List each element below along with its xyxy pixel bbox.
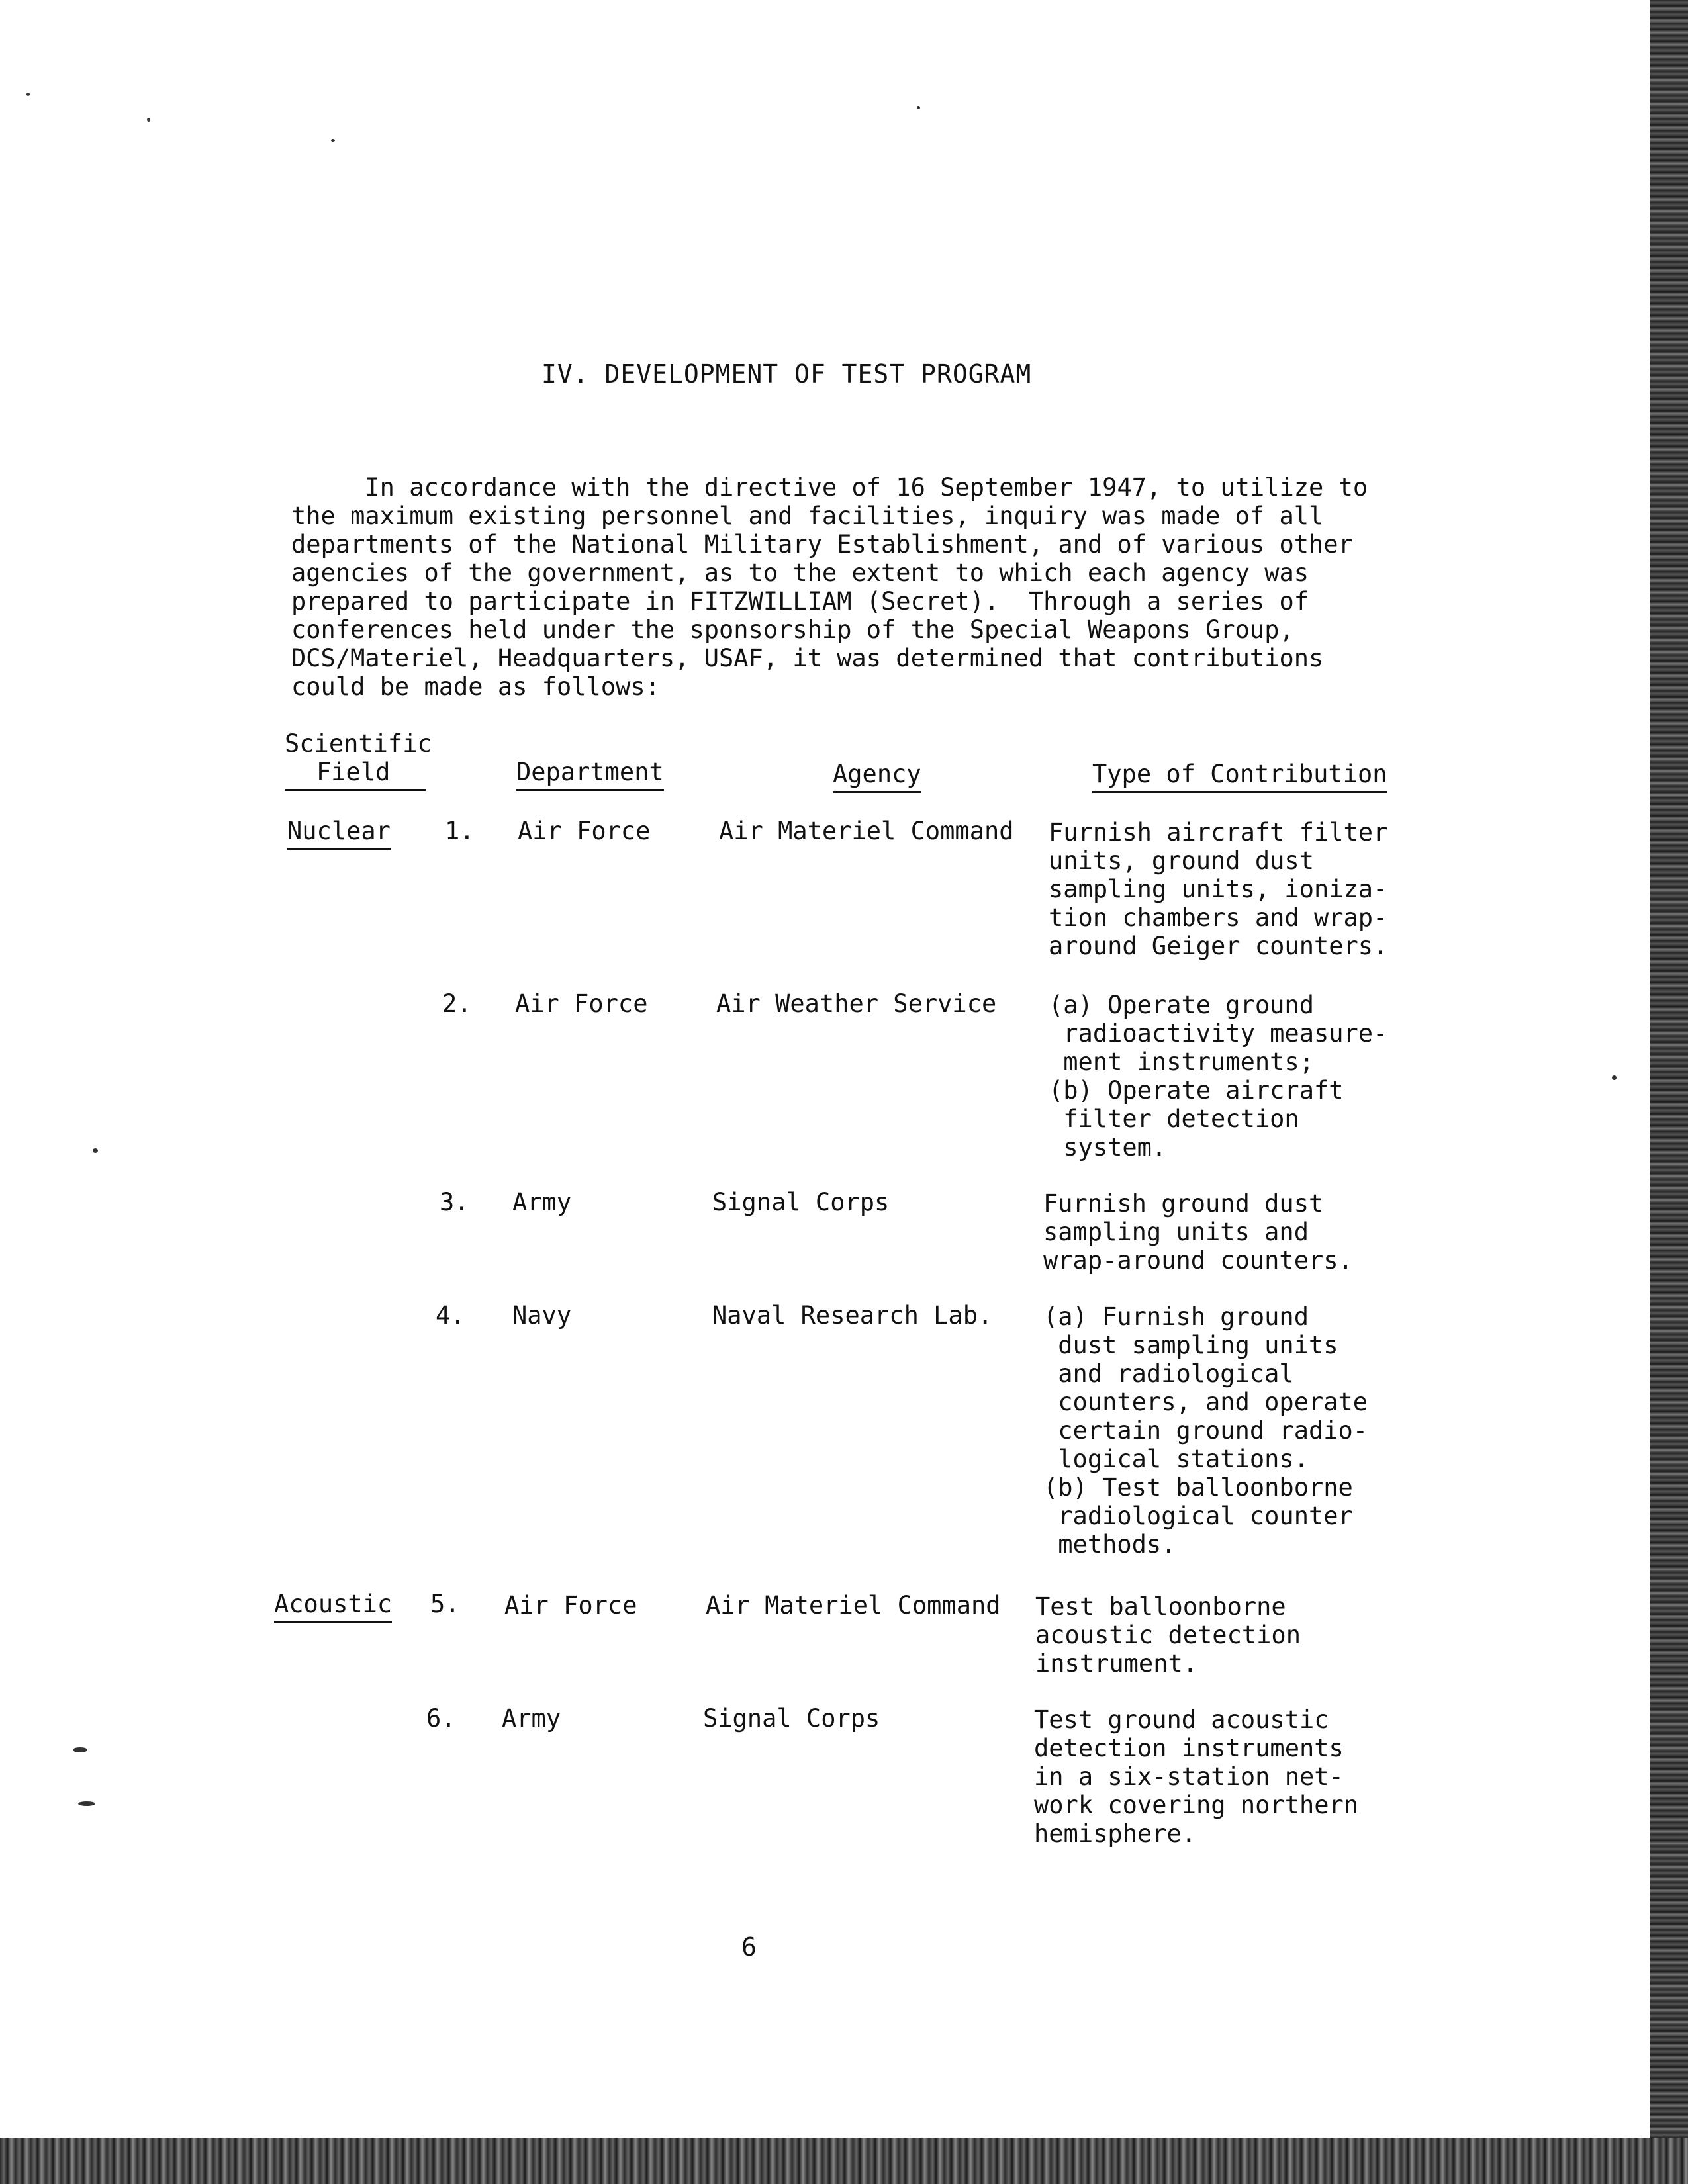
header-scientific-field xyxy=(285,729,432,791)
contribution-line: tion chambers and wrap- xyxy=(1049,903,1388,932)
page-number: 6 xyxy=(741,1933,757,1962)
header-field-line2-wrap xyxy=(285,758,432,791)
scan-speck xyxy=(147,118,150,122)
contribution-line: methods. xyxy=(1043,1530,1176,1559)
contribution-line: (b) Operate aircraft xyxy=(1049,1076,1344,1105)
paragraph-line: conferences held under the sponsorship of the Special Weapons Group, xyxy=(291,615,1294,644)
agency-cell: Air Materiel Command xyxy=(719,817,1014,845)
paragraph-line: the maximum existing personnel and facilities, inquiry was made of all xyxy=(291,502,1324,530)
paragraph-line: DCS/Materiel, Headquarters, USAF, it was determined that contributions xyxy=(291,644,1324,672)
contribution-line: work covering northern xyxy=(1034,1791,1359,1819)
agency-cell: Naval Research Lab. xyxy=(712,1301,993,1330)
header-agency xyxy=(833,760,921,788)
intro-paragraph xyxy=(291,473,1368,701)
contribution-line: hemisphere. xyxy=(1034,1819,1197,1848)
contribution-line: instrument. xyxy=(1035,1649,1198,1678)
field-nuclear xyxy=(287,817,391,845)
contribution-line: sampling units, ioniza- xyxy=(1049,875,1388,903)
contribution-line: radioactivity measure- xyxy=(1049,1019,1388,1048)
contribution-line: counters, and operate xyxy=(1043,1388,1368,1416)
department-cell: Air Force xyxy=(504,1591,637,1619)
section-heading: IV. DEVELOPMENT OF TEST PROGRAM xyxy=(541,359,1032,388)
contribution-line: around Geiger counters. xyxy=(1049,932,1388,960)
scan-speck xyxy=(331,139,335,142)
paragraph-line: agencies of the government, as to the extent to which each agency was xyxy=(291,559,1309,587)
contribution-cell xyxy=(1035,1592,1301,1678)
scan-edge-bottom xyxy=(0,2138,1688,2184)
row-number: 6. xyxy=(426,1704,456,1733)
header-agency-label: Agency xyxy=(833,760,921,793)
scan-speck xyxy=(78,1801,95,1806)
department-cell: Navy xyxy=(512,1301,572,1330)
contribution-line: detection instruments xyxy=(1034,1734,1344,1762)
department-cell: Air Force xyxy=(518,817,651,845)
contribution-line: dust sampling units xyxy=(1043,1331,1338,1359)
contribution-line: sampling units and xyxy=(1043,1218,1309,1246)
contribution-cell xyxy=(1034,1706,1358,1848)
row-number: 1. xyxy=(445,817,475,845)
row-number: 4. xyxy=(436,1301,465,1330)
contribution-line: system. xyxy=(1049,1133,1167,1161)
paragraph-line: prepared to participate in FITZWILLIAM (Secret). Through a series of xyxy=(291,587,1309,615)
agency-cell: Signal Corps xyxy=(703,1704,880,1733)
paragraph-line: could be made as follows: xyxy=(291,672,660,701)
scan-speck xyxy=(26,93,30,96)
department-cell: Air Force xyxy=(515,989,648,1018)
department-cell: Army xyxy=(502,1704,561,1733)
contribution-line: logical stations. xyxy=(1043,1445,1309,1473)
row-number: 2. xyxy=(442,989,472,1018)
contribution-line: (b) Test balloonborne xyxy=(1043,1473,1353,1502)
contribution-line: filter detection xyxy=(1049,1105,1299,1133)
contribution-line: acoustic detection xyxy=(1035,1621,1301,1649)
header-department-label: Department xyxy=(516,758,664,791)
header-contribution xyxy=(1092,760,1387,788)
row-number: 5. xyxy=(430,1590,460,1618)
contribution-line: Test balloonborne xyxy=(1035,1592,1286,1621)
paragraph-line: departments of the National Military Establishment, and of various other xyxy=(291,530,1353,559)
field-label: Acoustic xyxy=(274,1590,392,1623)
contribution-line: Furnish aircraft filter xyxy=(1049,818,1388,846)
agency-cell: Air Materiel Command xyxy=(706,1591,1001,1619)
paragraph-line: In accordance with the directive of 16 September 1947, to utilize to xyxy=(291,473,1368,502)
contribution-line: units, ground dust xyxy=(1049,846,1314,875)
scan-speck xyxy=(93,1148,98,1153)
scan-speck xyxy=(73,1747,87,1752)
contribution-line: radiological counter xyxy=(1043,1502,1353,1530)
scan-speck xyxy=(917,106,920,109)
contribution-line: in a six-station net- xyxy=(1034,1762,1344,1791)
header-field-line1: Scientific xyxy=(285,729,432,758)
contribution-line: (a) Furnish ground xyxy=(1043,1302,1309,1331)
contribution-line: and radiological xyxy=(1043,1359,1294,1388)
header-field-line2: Field xyxy=(285,758,426,791)
contribution-cell xyxy=(1043,1302,1368,1559)
department-cell: Army xyxy=(512,1188,572,1216)
header-contribution-label: Type of Contribution xyxy=(1092,760,1387,793)
header-department xyxy=(516,758,664,786)
contribution-line: (a) Operate ground xyxy=(1049,991,1314,1019)
agency-cell: Air Weather Service xyxy=(716,989,997,1018)
field-label: Nuclear xyxy=(287,817,391,850)
contribution-line: certain ground radio- xyxy=(1043,1416,1368,1445)
agency-cell: Signal Corps xyxy=(712,1188,890,1216)
contribution-line: Furnish ground dust xyxy=(1043,1189,1324,1218)
scan-edge-right xyxy=(1650,0,1688,2184)
contribution-line: Test ground acoustic xyxy=(1034,1706,1329,1734)
contribution-cell xyxy=(1049,991,1387,1161)
row-number: 3. xyxy=(440,1188,469,1216)
contribution-cell xyxy=(1043,1189,1353,1275)
field-acoustic xyxy=(274,1590,392,1618)
scan-speck xyxy=(1612,1075,1617,1080)
contribution-line: wrap-around counters. xyxy=(1043,1246,1353,1275)
contribution-line: ment instruments; xyxy=(1049,1048,1314,1076)
contribution-cell xyxy=(1049,818,1387,960)
